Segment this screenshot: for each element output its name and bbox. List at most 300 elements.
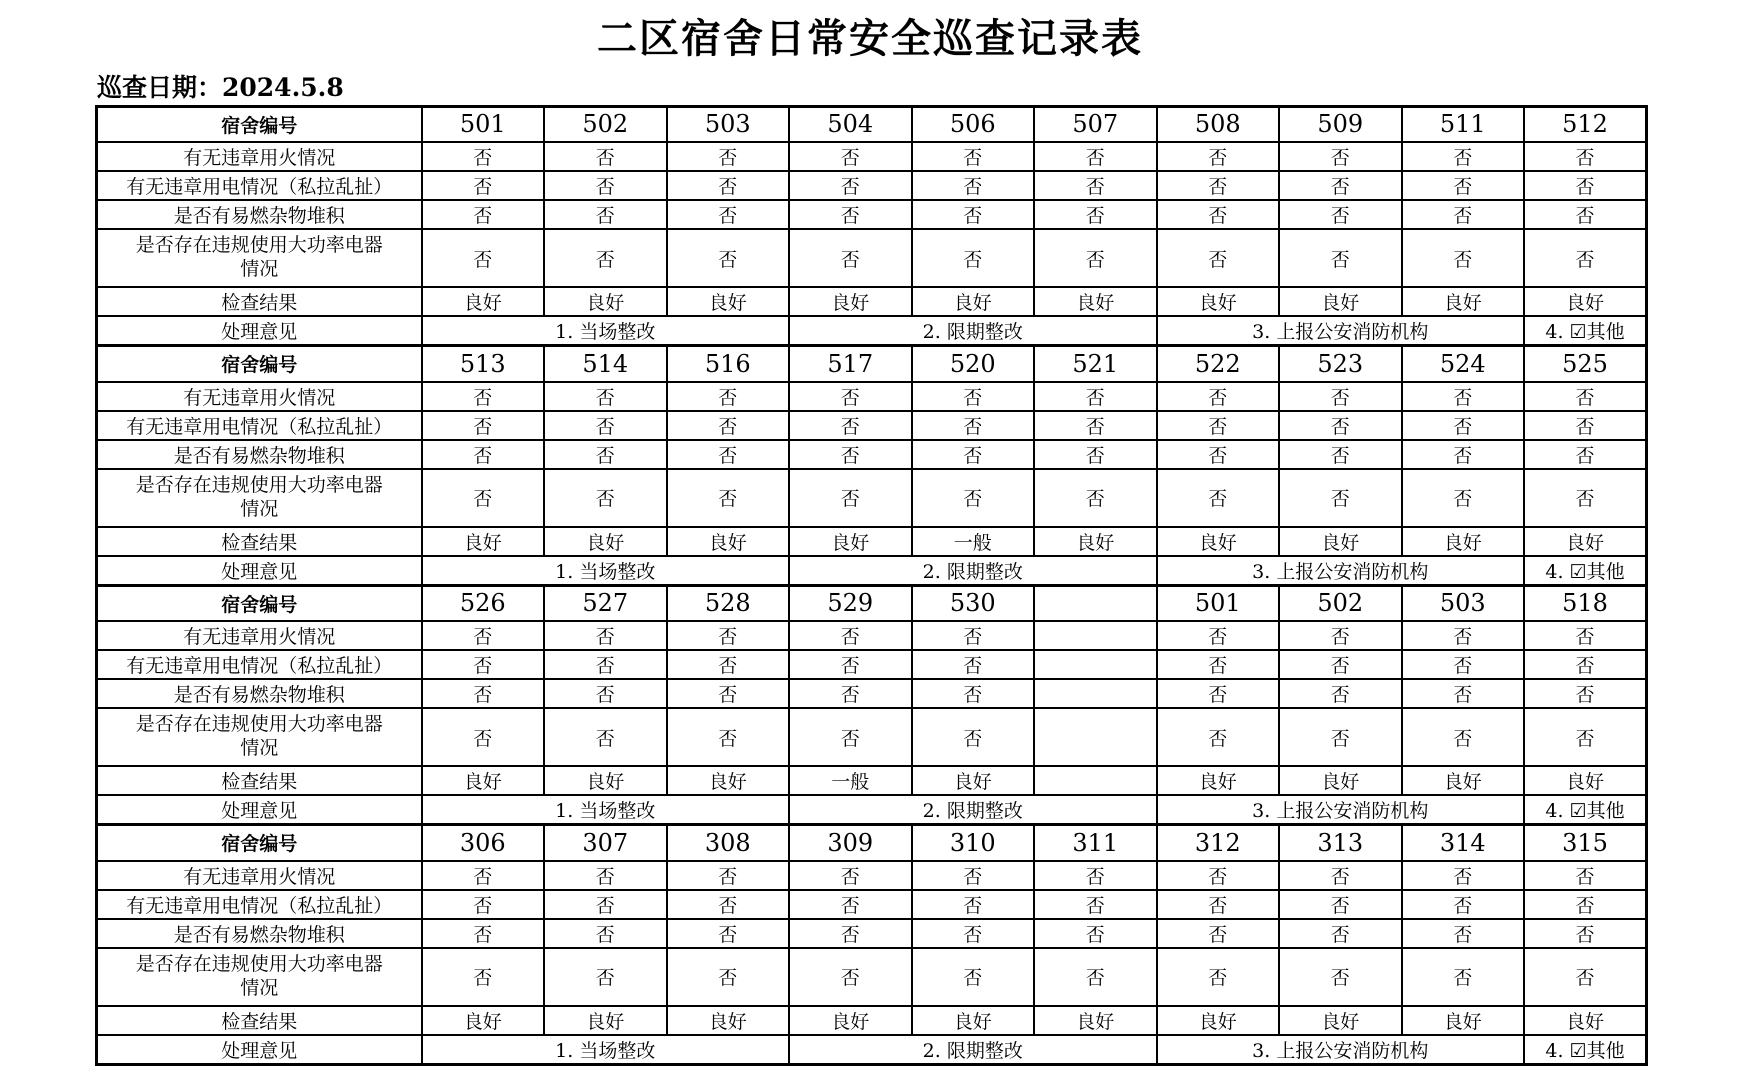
block-3-results-value-cell: 良好 [1402,766,1525,795]
block-4-fire-value-cell: 否 [1524,861,1647,890]
block-1-room-number-row [97,106,1647,142]
block-3-power-value-cell: 否 [1524,708,1647,766]
block-4-room-number-cell: 310 [912,825,1035,861]
block-2-room-number-cell: 523 [1279,346,1402,382]
block-2-debris-value-cell: 否 [789,440,912,469]
block-4-power-value-cell: 否 [422,948,545,1006]
block-4-results-value-cell: 良好 [789,1006,912,1035]
block-1-debris-value-cell: 否 [789,200,912,229]
block-2-room-number-cell: 521 [1034,346,1157,382]
block-4-fire-value-cell: 否 [1034,861,1157,890]
block-4-handling-option-3: 3. 上报公安消防机构 [1157,1035,1525,1065]
block-3-results-value-cell: 良好 [422,766,545,795]
block-3-handling-row [97,795,1647,825]
block-3-room-number-cell: 526 [422,585,545,621]
block-4-power-value-cell: 否 [1034,948,1157,1006]
block-4-electric-row-label [97,890,422,919]
block-3-results-value-cell: 良好 [1524,766,1647,795]
block-2-electric-row [97,411,1647,440]
block-3-handling-option-3: 3. 上报公安消防机构 [1157,795,1525,825]
block-2-debris-row [97,440,1647,469]
block-1-results-value-cell: 良好 [422,287,545,316]
block-3-handling-option-4: 4. ☑其他 [1524,795,1647,825]
block-4-room-number-cell: 307 [544,825,667,861]
block-4-debris-value-cell: 否 [1157,919,1280,948]
block-2-results-value-cell: 一般 [912,527,1035,556]
block-1-handling-option-4: 4. ☑其他 [1524,316,1647,346]
block-2-power-row-label-text: 是否存在违规使用大功率电器情况 [135,473,383,520]
block-4-power-value-cell: 否 [912,948,1035,1006]
block-2-fire-row [97,382,1647,411]
block-1-fire-value-cell: 否 [789,142,912,171]
block-2-fire-value-cell: 否 [1034,382,1157,411]
block-2-power-value-cell: 否 [1524,469,1647,527]
block-4-room-number-cell: 308 [667,825,790,861]
block-1-room-number-cell: 507 [1034,106,1157,142]
block-1-results-value-cell: 良好 [789,287,912,316]
block-4-results-value-cell: 良好 [1524,1006,1647,1035]
block-4-room-number-cell: 311 [1034,825,1157,861]
block-4-room-number-cell: 315 [1524,825,1647,861]
block-2-debris-value-cell: 否 [912,440,1035,469]
block-4-debris-row-label [97,919,422,948]
block-4-debris-row-label-text: 是否有易燃杂物堆积 [173,923,345,946]
block-1-fire-value-cell: 否 [1524,142,1647,171]
block-2-room-number-cell: 520 [912,346,1035,382]
block-3-fire-value-cell: 否 [1157,621,1280,650]
block-4-electric-value-cell: 否 [789,890,912,919]
block-2-power-value-cell: 否 [1157,469,1280,527]
block-3-electric-row-label [97,650,422,679]
block-1-power-value-cell: 否 [1157,229,1280,287]
block-2-fire-value-cell: 否 [667,382,790,411]
block-1-power-value-cell: 否 [544,229,667,287]
block-2-power-row [97,469,1647,527]
block-1-fire-row-label-text: 有无违章用火情况 [183,147,336,169]
block-4-handling-row [97,1035,1647,1065]
block-1-electric-value-cell: 否 [1157,171,1280,200]
block-1-power-value-cell: 否 [667,229,790,287]
block-3-electric-value-cell: 否 [1279,650,1402,679]
block-4-results-value-cell: 良好 [1279,1006,1402,1035]
block-1-electric-value-cell: 否 [1279,171,1402,200]
block-1-power-value-cell: 否 [1524,229,1647,287]
block-3-fire-row [97,621,1647,650]
block-1-debris-value-cell: 否 [1524,200,1647,229]
block-1-electric-value-cell: 否 [422,171,545,200]
block-4-debris-value-cell: 否 [1279,919,1402,948]
block-4-debris-value-cell: 否 [544,919,667,948]
block-1-debris-value-cell: 否 [667,200,790,229]
block-3-results-value-cell: 良好 [1279,766,1402,795]
block-2-results-row-label [97,527,422,556]
block-2-room-number-cell: 513 [422,346,545,382]
block-4-power-row-label [97,948,422,1006]
block-4-power-row-label-text: 是否存在违规使用大功率电器情况 [135,952,383,999]
block-4-room-number-cell: 314 [1402,825,1525,861]
block-4-electric-row [97,890,1647,919]
block-2-debris-value-cell: 否 [422,440,545,469]
block-4-results-row [97,1006,1647,1035]
block-1-power-row-label [97,229,422,287]
block-1-power-value-cell: 否 [1279,229,1402,287]
block-1-handling-option-2: 2. 限期整改 [789,316,1157,346]
block-4-electric-value-cell: 否 [1524,890,1647,919]
block-4-room-number-cell: 313 [1279,825,1402,861]
block-1-room-number-cell: 506 [912,106,1035,142]
block-3-power-value-cell: 否 [1157,708,1280,766]
block-4-power-value-cell: 否 [1402,948,1525,1006]
block-2-electric-value-cell: 否 [1157,411,1280,440]
block-3-results-row [97,766,1647,795]
block-3-debris-value-cell [1034,679,1157,708]
block-4-room-number-cell: 306 [422,825,545,861]
block-3-results-value-cell: 良好 [667,766,790,795]
block-2-power-value-cell: 否 [1402,469,1525,527]
block-2-results-value-cell: 良好 [544,527,667,556]
block-3-power-value-cell: 否 [1279,708,1402,766]
block-3-fire-value-cell: 否 [912,621,1035,650]
block-2-room-number-label: 宿舍编号 [97,346,422,382]
block-1-debris-value-cell: 否 [1157,200,1280,229]
block-2-debris-value-cell: 否 [1279,440,1402,469]
block-3-power-value-cell: 否 [912,708,1035,766]
block-3-room-number-cell: 518 [1524,585,1647,621]
block-4-debris-value-cell: 否 [1402,919,1525,948]
block-1-electric-value-cell: 否 [912,171,1035,200]
block-2-results-row-label-text: 检查结果 [221,531,298,554]
block-2-results-row [97,527,1647,556]
block-3-debris-value-cell: 否 [789,679,912,708]
block-2-fire-value-cell: 否 [912,382,1035,411]
block-1-debris-value-cell: 否 [422,200,545,229]
block-2-results-value-cell: 良好 [1524,527,1647,556]
block-3-fire-value-cell: 否 [1402,621,1525,650]
block-4-debris-value-cell: 否 [912,919,1035,948]
block-3-results-row-label-text: 检查结果 [221,771,298,793]
block-2-fire-value-cell: 否 [422,382,545,411]
block-1-fire-value-cell: 否 [667,142,790,171]
block-3-fire-value-cell: 否 [667,621,790,650]
block-2-electric-value-cell: 否 [1402,411,1525,440]
block-4-handling-option-2: 2. 限期整改 [789,1035,1157,1065]
block-2-fire-value-cell: 否 [1279,382,1402,411]
block-2-results-value-cell: 良好 [789,527,912,556]
block-1-room-number-cell: 501 [422,106,545,142]
block-1-electric-value-cell: 否 [544,171,667,200]
block-2-room-number-cell: 525 [1524,346,1647,382]
block-3-fire-row-label [97,621,422,650]
block-2-power-value-cell: 否 [912,469,1035,527]
block-2-fire-value-cell: 否 [1402,382,1525,411]
block-2-electric-value-cell: 否 [912,411,1035,440]
block-2-results-value-cell: 良好 [1279,527,1402,556]
block-3-fire-value-cell [1034,621,1157,650]
block-4-debris-value-cell: 否 [1524,919,1647,948]
block-2-electric-value-cell: 否 [1279,411,1402,440]
page-title: 二区宿舍日常安全巡查记录表 [597,15,1143,62]
block-4-room-number-label: 宿舍编号 [97,825,422,861]
block-2-results-value-cell: 良好 [1157,527,1280,556]
block-4-results-row-label [97,1006,422,1035]
block-3-room-number-label: 宿舍编号 [97,585,422,621]
block-2-results-value-cell: 良好 [1034,527,1157,556]
block-2-handling-row-label: 处理意见 [97,556,422,586]
block-4-room-number-row [97,825,1647,861]
block-2-power-row-label [97,469,422,527]
block-1-results-row [97,287,1647,316]
block-4-handling-option-1: 1. 当场整改 [422,1035,790,1065]
block-2-debris-value-cell: 否 [1524,440,1647,469]
block-3-electric-value-cell: 否 [422,650,545,679]
block-4-handling-option-4: 4. ☑其他 [1524,1035,1647,1065]
block-3-power-value-cell: 否 [1402,708,1525,766]
block-1-power-value-cell: 否 [1034,229,1157,287]
block-1-results-value-cell: 良好 [1402,287,1525,316]
block-3-debris-value-cell: 否 [912,679,1035,708]
block-1-electric-row [97,171,1647,200]
block-4-electric-value-cell: 否 [1157,890,1280,919]
block-4-fire-value-cell: 否 [1402,861,1525,890]
block-4-fire-value-cell: 否 [544,861,667,890]
block-1-debris-value-cell: 否 [912,200,1035,229]
block-2-power-value-cell: 否 [544,469,667,527]
block-4-debris-value-cell: 否 [789,919,912,948]
block-3-room-number-cell: 503 [1402,585,1525,621]
block-1-results-value-cell: 良好 [1279,287,1402,316]
block-4-debris-value-cell: 否 [667,919,790,948]
block-3-electric-value-cell: 否 [789,650,912,679]
block-3-debris-value-cell: 否 [544,679,667,708]
block-3-electric-value-cell: 否 [544,650,667,679]
block-1-fire-value-cell: 否 [912,142,1035,171]
block-1-fire-value-cell: 否 [422,142,545,171]
block-4-room-number-cell: 309 [789,825,912,861]
block-3-debris-value-cell: 否 [1524,679,1647,708]
block-4-handling-row-label: 处理意见 [97,1035,422,1065]
block-3-power-value-cell: 否 [667,708,790,766]
block-2-fire-value-cell: 否 [789,382,912,411]
block-3-room-number-cell: 528 [667,585,790,621]
block-3-electric-value-cell: 否 [1402,650,1525,679]
block-3-electric-value-cell: 否 [912,650,1035,679]
block-2-power-value-cell: 否 [789,469,912,527]
block-2-fire-value-cell: 否 [544,382,667,411]
block-1-fire-value-cell: 否 [1279,142,1402,171]
block-2-debris-value-cell: 否 [667,440,790,469]
block-3-handling-option-2: 2. 限期整改 [789,795,1157,825]
block-3-electric-row [97,650,1647,679]
block-3-room-number-row [97,585,1647,621]
block-3-results-row-label [97,766,422,795]
block-2-fire-value-cell: 否 [1157,382,1280,411]
block-1-room-number-cell: 509 [1279,106,1402,142]
block-2-handling-option-1: 1. 当场整改 [422,556,790,586]
block-2-results-value-cell: 良好 [1402,527,1525,556]
block-2-debris-value-cell: 否 [544,440,667,469]
block-4-electric-value-cell: 否 [422,890,545,919]
block-4-fire-row-label-text: 有无违章用火情况 [183,865,336,888]
block-1-room-number-label: 宿舍编号 [97,106,422,142]
block-3-debris-row-label-text: 是否有易燃杂物堆积 [173,684,345,706]
block-1-handling-row [97,316,1647,346]
block-1-electric-value-cell: 否 [667,171,790,200]
block-3-results-value-cell: 良好 [544,766,667,795]
block-3-results-value-cell: 一般 [789,766,912,795]
block-2-results-value-cell: 良好 [667,527,790,556]
block-3-debris-row-label [97,679,422,708]
block-3-electric-row-label-text: 有无违章用电情况（私拉乱扯） [126,655,393,677]
block-4-electric-value-cell: 否 [667,890,790,919]
block-3-debris-value-cell: 否 [422,679,545,708]
block-4-electric-value-cell: 否 [1034,890,1157,919]
block-4-fire-value-cell: 否 [1279,861,1402,890]
block-2-fire-row-label-text: 有无违章用火情况 [183,386,336,409]
block-3-room-number-cell: 527 [544,585,667,621]
block-4-power-value-cell: 否 [544,948,667,1006]
block-1-fire-value-cell: 否 [1402,142,1525,171]
block-3-electric-value-cell: 否 [1524,650,1647,679]
block-1-room-number-cell: 511 [1402,106,1525,142]
block-4-results-value-cell: 良好 [544,1006,667,1035]
block-2-power-value-cell: 否 [422,469,545,527]
block-1-handling-option-3: 3. 上报公安消防机构 [1157,316,1525,346]
block-3-power-value-cell: 否 [422,708,545,766]
block-3-room-number-cell: 530 [912,585,1035,621]
block-1-power-value-cell: 否 [912,229,1035,287]
block-4-fire-value-cell: 否 [789,861,912,890]
block-1-electric-value-cell: 否 [789,171,912,200]
block-3-fire-row-label-text: 有无违章用火情况 [183,626,336,648]
block-3-fire-value-cell: 否 [789,621,912,650]
block-3-fire-value-cell: 否 [422,621,545,650]
block-2-fire-value-cell: 否 [1524,382,1647,411]
block-3-electric-value-cell: 否 [667,650,790,679]
block-2-handling-option-3: 3. 上报公安消防机构 [1157,556,1525,586]
table-body [97,106,1647,1064]
block-3-debris-value-cell: 否 [1402,679,1525,708]
block-1-power-value-cell: 否 [1402,229,1525,287]
block-1-fire-value-cell: 否 [1034,142,1157,171]
block-4-electric-row-label-text: 有无违章用电情况（私拉乱扯） [126,894,393,917]
block-1-electric-value-cell: 否 [1034,171,1157,200]
block-1-debris-value-cell: 否 [1034,200,1157,229]
block-3-room-number-cell: 529 [789,585,912,621]
block-3-power-row-label-text: 是否存在违规使用大功率电器情况 [135,713,383,759]
block-3-power-value-cell [1034,708,1157,766]
block-3-power-row [97,708,1647,766]
block-4-fire-value-cell: 否 [912,861,1035,890]
block-1-results-value-cell: 良好 [544,287,667,316]
block-2-electric-value-cell: 否 [422,411,545,440]
inspection-date: 巡查日期：2024.5.8 [97,73,344,102]
block-4-power-value-cell: 否 [1157,948,1280,1006]
inspection-table [95,105,1648,1066]
block-2-fire-row-label [97,382,422,411]
block-1-results-row-label [97,287,422,316]
block-1-results-value-cell: 良好 [912,287,1035,316]
block-2-handling-option-4: 4. ☑其他 [1524,556,1647,586]
block-1-fire-value-cell: 否 [1157,142,1280,171]
block-4-electric-value-cell: 否 [1402,890,1525,919]
block-4-debris-value-cell: 否 [422,919,545,948]
block-3-debris-value-cell: 否 [1279,679,1402,708]
block-3-room-number-cell: 502 [1279,585,1402,621]
block-1-fire-row-label [97,142,422,171]
block-1-electric-value-cell: 否 [1402,171,1525,200]
block-2-electric-value-cell: 否 [1524,411,1647,440]
block-1-results-value-cell: 良好 [1524,287,1647,316]
block-1-results-value-cell: 良好 [667,287,790,316]
block-1-power-value-cell: 否 [789,229,912,287]
block-3-debris-value-cell: 否 [667,679,790,708]
block-2-electric-row-label [97,411,422,440]
block-2-room-number-row [97,346,1647,382]
block-3-results-value-cell: 良好 [912,766,1035,795]
block-1-handling-option-1: 1. 当场整改 [422,316,790,346]
block-4-fire-value-cell: 否 [1157,861,1280,890]
block-2-power-value-cell: 否 [1279,469,1402,527]
block-4-results-value-cell: 良好 [1402,1006,1525,1035]
block-1-room-number-cell: 512 [1524,106,1647,142]
block-2-room-number-cell: 516 [667,346,790,382]
block-2-electric-value-cell: 否 [789,411,912,440]
block-3-debris-value-cell: 否 [1157,679,1280,708]
block-3-results-value-cell: 良好 [1157,766,1280,795]
block-4-results-value-cell: 良好 [422,1006,545,1035]
block-4-power-value-cell: 否 [789,948,912,1006]
block-3-fire-value-cell: 否 [544,621,667,650]
block-2-results-value-cell: 良好 [422,527,545,556]
block-3-electric-value-cell [1034,650,1157,679]
block-4-debris-value-cell: 否 [1034,919,1157,948]
block-1-handling-row-label: 处理意见 [97,316,422,346]
block-3-handling-option-1: 1. 当场整改 [422,795,790,825]
block-3-room-number-cell [1034,585,1157,621]
block-4-electric-value-cell: 否 [912,890,1035,919]
block-3-power-value-cell: 否 [544,708,667,766]
block-2-power-value-cell: 否 [667,469,790,527]
block-2-debris-value-cell: 否 [1157,440,1280,469]
block-2-debris-value-cell: 否 [1034,440,1157,469]
block-4-power-value-cell: 否 [667,948,790,1006]
block-4-electric-value-cell: 否 [1279,890,1402,919]
block-2-room-number-cell: 524 [1402,346,1525,382]
block-1-debris-row-label [97,200,422,229]
block-1-power-row-label-text: 是否存在违规使用大功率电器情况 [135,234,383,280]
block-3-results-value-cell [1034,766,1157,795]
block-4-power-value-cell: 否 [1524,948,1647,1006]
block-4-fire-value-cell: 否 [422,861,545,890]
block-1-room-number-cell: 503 [667,106,790,142]
block-1-debris-row [97,200,1647,229]
block-1-debris-value-cell: 否 [1279,200,1402,229]
block-1-power-value-cell: 否 [422,229,545,287]
block-4-results-value-cell: 良好 [912,1006,1035,1035]
block-1-electric-row-label [97,171,422,200]
block-4-room-number-cell: 312 [1157,825,1280,861]
block-1-power-row [97,229,1647,287]
block-2-room-number-cell: 514 [544,346,667,382]
block-1-results-value-cell: 良好 [1034,287,1157,316]
block-4-power-row [97,948,1647,1006]
block-4-debris-row [97,919,1647,948]
block-3-electric-value-cell: 否 [1157,650,1280,679]
block-1-room-number-cell: 504 [789,106,912,142]
block-2-electric-value-cell: 否 [667,411,790,440]
block-1-results-row-label-text: 检查结果 [221,292,298,314]
block-4-results-value-cell: 良好 [1034,1006,1157,1035]
